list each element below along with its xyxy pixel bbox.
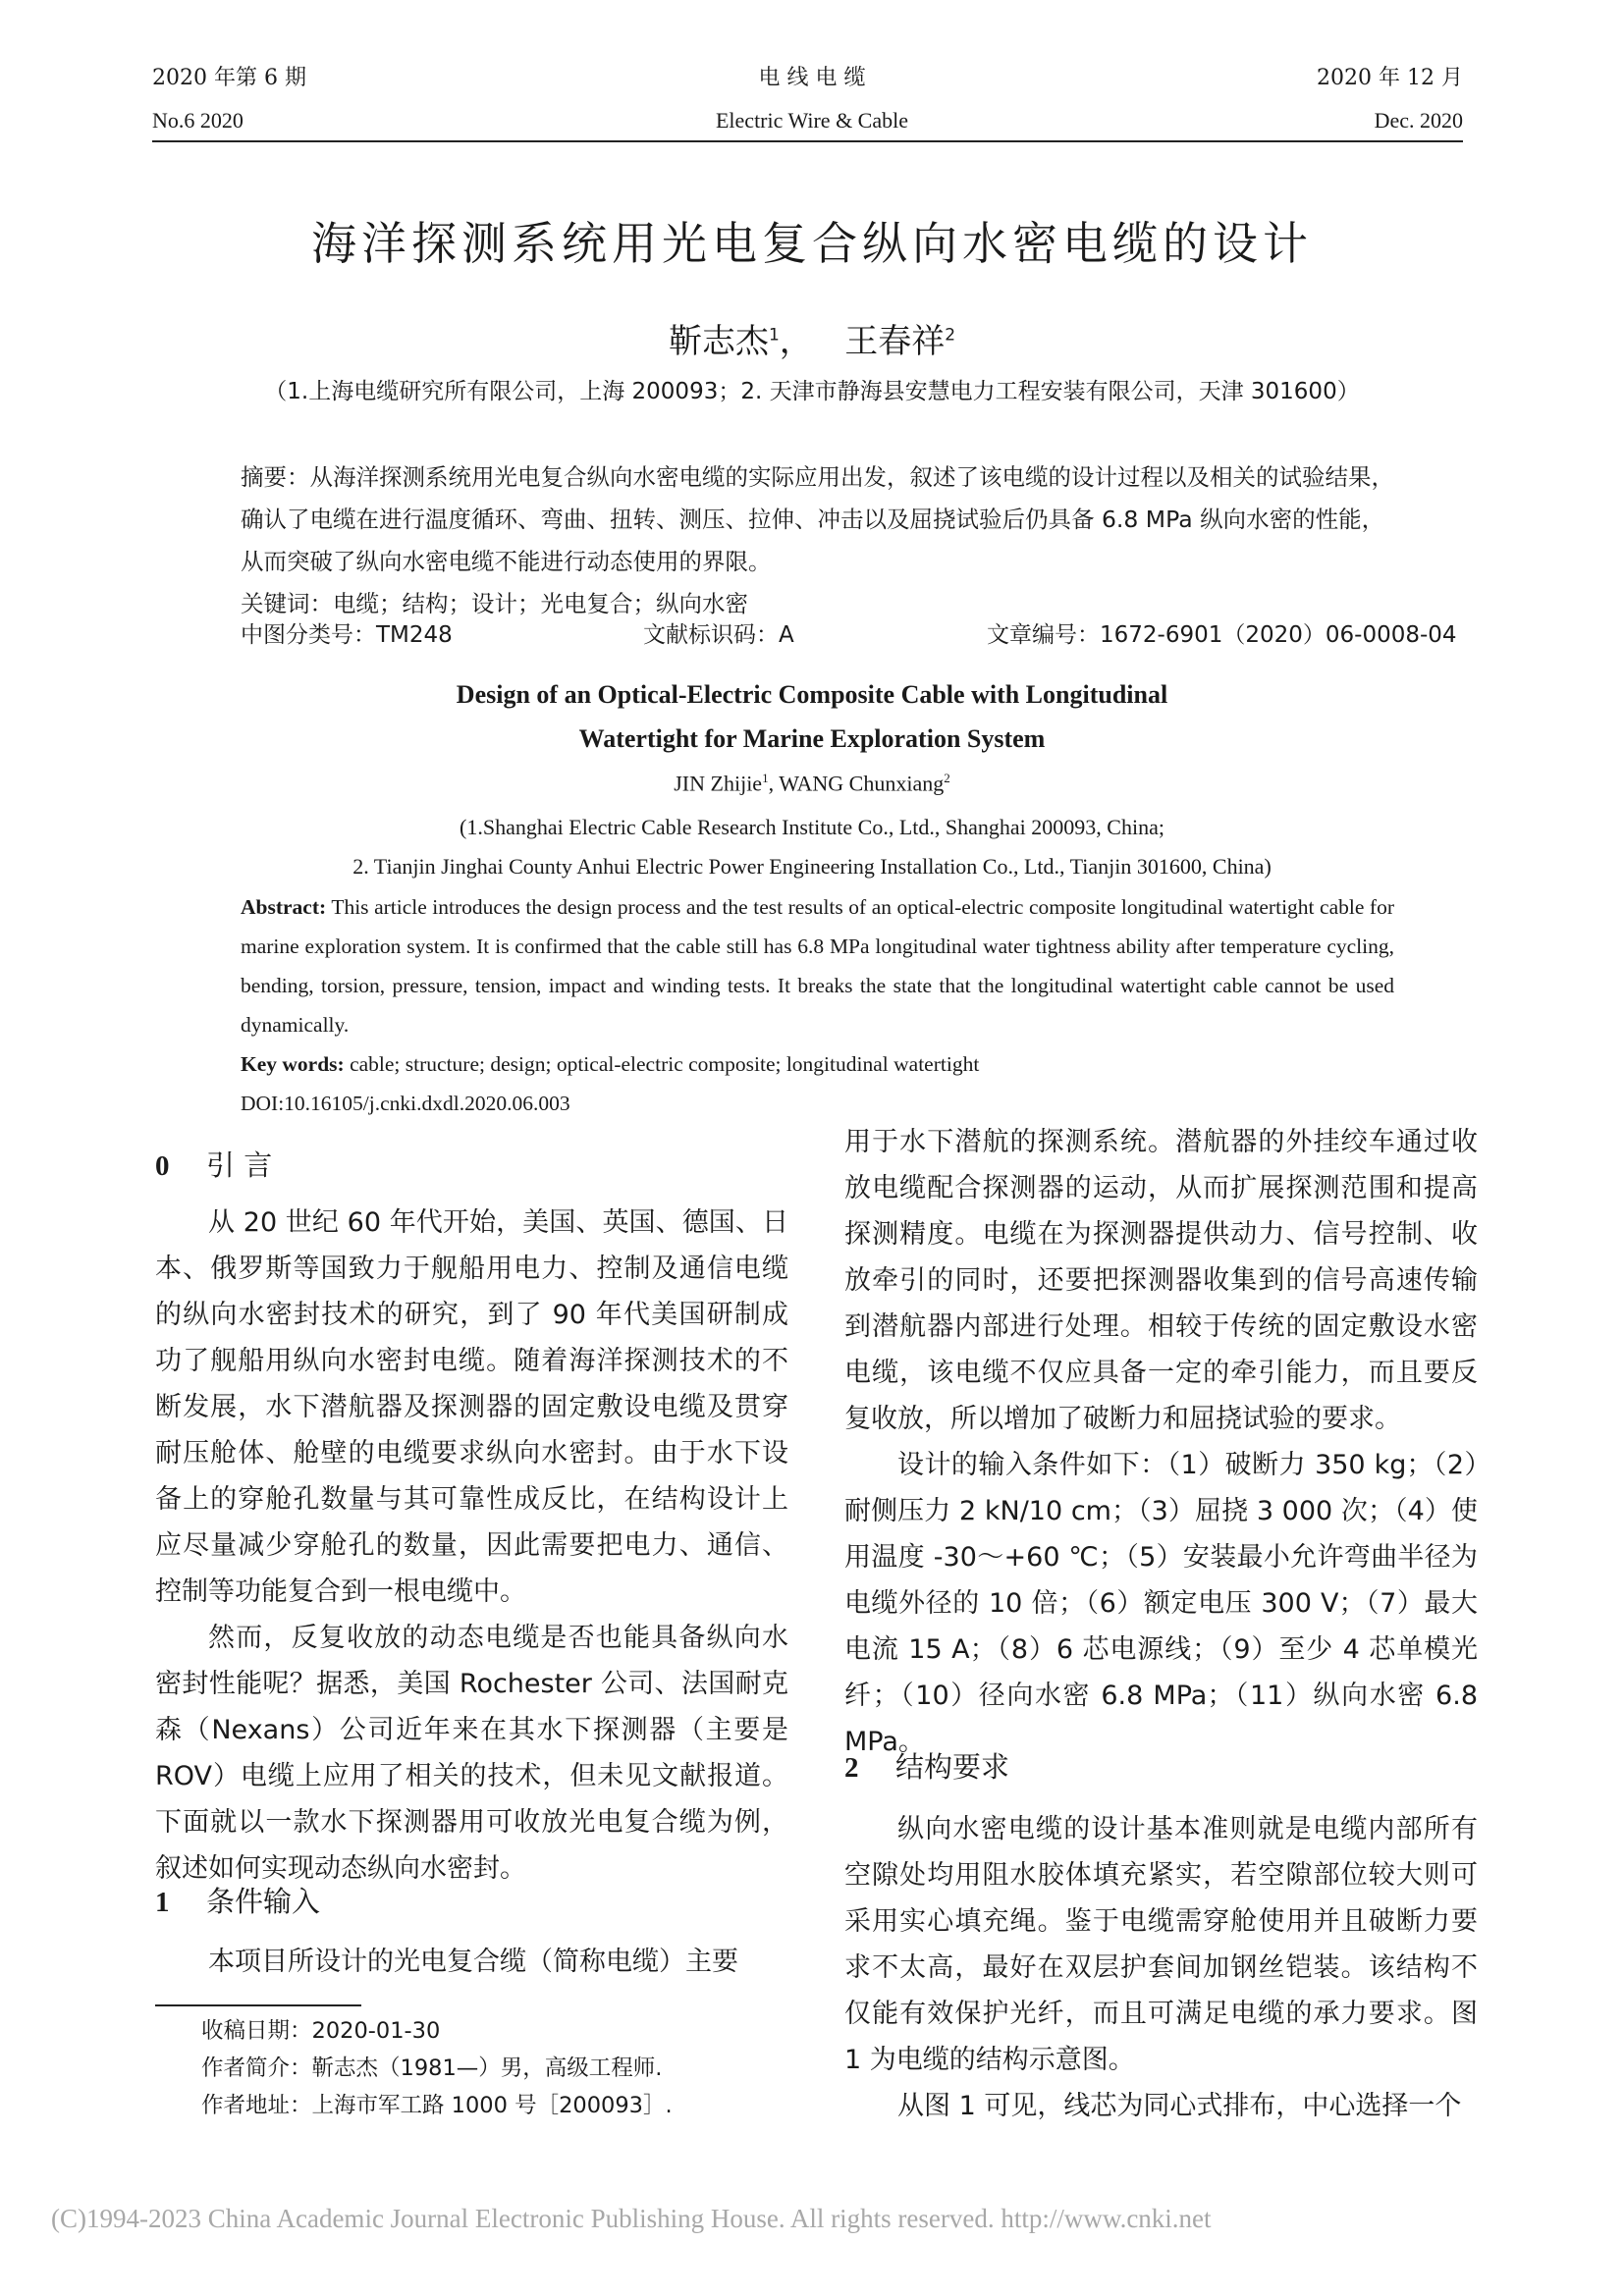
copyright-notice: (C)1994-2023 China Academic Journal Electronic Publishing House. All rights reserved. http://www.cnki.net <box>51 2204 1212 2233</box>
paragraph: 设计的输入条件如下：（1）破断力 350 kg；（2）耐侧压力 2 kN/10 cm；（3）屈挠 3 000 次；（4）使用温度 -30～+60 ℃；（5）安装最小允许弯曲半径为电缆外径的 10 倍；（6）额定电压 300 V；（7）最大电流 15 A；（8）6 芯电源线；（9）至少 4 芯单模光纤；（10）径向水密 6.8 MPa；（11）纵向水密 6.8 MPa。 <box>844 1450 1478 1757</box>
received-value: 2020-01-30 <box>311 2018 441 2044</box>
abstract-en-text: This article introduces the design process and the test results of an optical-electric composite longitudinal watertight cable for marine exploration system. It is confirmed that the cable still has 6.8 MPa longitudinal water tightness ability after temperature cycling, bending, torsion, pressure, tension, impact and winding tests. It breaks the state that the longitudinal watertight cable cannot be used dynamically. <box>241 895 1394 1037</box>
header-date-en: Dec. 2020 <box>1374 108 1463 133</box>
header-rule <box>152 140 1463 142</box>
abstract-cn-text: 从海洋探测系统用光电复合纵向水密电缆的实际应用出发，叙述了该电缆的设计过程以及相关的试验结果，确认了电缆在进行温度循环、弯曲、扭转、测压、拉伸、冲击以及屈挠试验后仍具备 6.8 MPa 纵向水密的性能，从而突破了纵向水密电缆不能进行动态使用的界限。 <box>241 463 1394 575</box>
authors-cn <box>0 314 1624 362</box>
section-number: 0 <box>155 1150 170 1182</box>
abstract-cn <box>241 456 1394 625</box>
paragraph: 本项目所设计的光电复合缆（简称电缆）主要 <box>208 1947 738 1977</box>
paragraph: 然而，反复收放的动态电缆是否也能具备纵向水密封性能呢？据悉，美国 Rochester 公司、法国耐克森（Nexans）公司近年来在其水下探测器（主要是 ROV）电缆上应用了相关的技术，但未见文献报道。下面就以一款水下探测器用可收放光电复合缆为例，叙述如何实现动态纵向水密封。 <box>155 1623 788 1884</box>
introduction-body <box>155 1200 788 1892</box>
paragraph: 从图 1 可见，线芯为同心式排布，中心选择一个 <box>897 2091 1462 2121</box>
article-label: 文章编号： <box>987 622 1100 648</box>
right-column-body <box>844 1119 1478 1765</box>
doc-value: A <box>779 622 794 648</box>
footnote-rule <box>155 2004 361 2006</box>
author-mark: 2 <box>945 325 956 346</box>
section-number: 2 <box>844 1752 859 1784</box>
doi: DOI:10.16105/j.cnki.dxdl.2020.06.003 <box>241 1092 570 1115</box>
paper-title-cn: 海洋探测系统用光电复合纵向水密电缆的设计 <box>311 217 1313 270</box>
header-issue-cn: 2020 年第 6 期 <box>152 66 306 90</box>
keywords-cn-text: 电缆；结构；设计；光电复合；纵向水密 <box>333 590 748 617</box>
header-journal-cn: 电 线 电 缆 <box>758 66 866 90</box>
doc-label: 文献标识码： <box>643 622 779 648</box>
paragraph: 从 20 世纪 60 年代开始，美国、英国、德国、日本、俄罗斯等国致力于舰船用电力、控制及通信电缆的纵向水密封技术的研究，到了 90 年代美国研制成功了舰船用纵向水密封电缆。随着海洋探测技术的不断发展，水下潜航器及探测器的固定敷设电缆及贯穿耐压舱体、舱壁的电缆要求纵向水密封。由于水下设备上的穿舱孔数量与其可靠性成反比，在结构设计上应尽量减少穿舱孔的数量，因此需要把电力、通信、控制等功能复合到一根电缆中。 <box>155 1207 788 1607</box>
author-mark-en: 2 <box>944 771 950 785</box>
paper-title-en-line-2: Watertight for Marine Exploration System <box>578 724 1046 753</box>
article-number <box>987 616 1457 649</box>
author-mark-en: 1 <box>762 771 769 785</box>
abstract-en <box>241 887 1394 1123</box>
section-title: 结构要求 <box>895 1750 1010 1784</box>
paper-title-en-line-1: Design of an Optical-Electric Composite Cable with Longitudinal <box>456 680 1168 709</box>
author-separator: ， <box>779 322 813 361</box>
author-name: 靳志杰 <box>668 322 769 361</box>
section-number: 1 <box>155 1887 170 1918</box>
keywords-cn-label: 关键词： <box>241 590 333 617</box>
clc-label: 中图分类号： <box>241 622 376 648</box>
article-value: 1672-6901（2020）06-0008-04 <box>1100 622 1457 648</box>
paragraph: 用于水下潜航的探测系统。潜航器的外挂绞车通过收放电缆配合探测器的运动，从而扩展探测范围和提高探测精度。电缆在为探测器提供动力、信号控制、收放牵引的同时，还要把探测器收集到的信号高速传输到潜航器内部进行处理。相较于传统的固定敷设水密电缆，该电缆不仅应具备一定的牵引能力，而且要反复收放，所以增加了破断力和屈挠试验的要求。 <box>844 1127 1478 1434</box>
header-date-cn: 2020 年 12 月 <box>1317 66 1463 90</box>
address-value: 上海市军工路 1000 号［200093］. <box>311 2093 673 2118</box>
address-label: 作者地址： <box>201 2093 312 2118</box>
section-0-heading <box>155 1144 272 1184</box>
section-title: 条件输入 <box>206 1885 321 1918</box>
author-mark: 1 <box>768 325 780 346</box>
section-title: 引 言 <box>206 1148 273 1182</box>
conditions-body <box>155 1939 788 1985</box>
header-issue-en: No.6 2020 <box>152 108 244 133</box>
footnote <box>201 2012 673 2124</box>
author-name: 王春祥 <box>844 322 946 361</box>
structure-body <box>844 1806 1478 2129</box>
clc-number <box>241 616 453 649</box>
author-name-en: WANG Chunxiang <box>779 771 945 796</box>
author-name-en: JIN Zhijie <box>674 771 763 796</box>
abstract-en-label: Abstract: <box>241 895 327 919</box>
document-code <box>643 616 794 649</box>
section-2-heading <box>844 1745 1009 1786</box>
header-journal-en: Electric Wire & Cable <box>715 108 908 133</box>
clc-value: TM248 <box>376 622 453 648</box>
bio-label: 作者简介： <box>201 2056 312 2081</box>
authors-en <box>0 771 1624 796</box>
affiliation-cn: （1.上海电缆研究所有限公司，上海 200093；2. 天津市静海县安慧电力工程安装有限公司，天津 301600） <box>264 379 1360 404</box>
affiliation-en-line-1: (1.Shanghai Electric Cable Research Institute Co., Ltd., Shanghai 200093, China; <box>460 815 1164 839</box>
keywords-en-label: Key words: <box>241 1052 345 1076</box>
received-label: 收稿日期： <box>201 2018 312 2044</box>
bio-value: 靳志杰（1981—）男，高级工程师. <box>311 2056 663 2081</box>
author-separator-en: , <box>768 771 780 796</box>
section-1-heading <box>155 1880 320 1920</box>
paragraph: 纵向水密电缆的设计基本准则就是电缆内部所有空隙处均用阻水胶体填充紧实，若空隙部位较大则可采用实心填充绳。鉴于电缆需穿舱使用并且破断力要求不太高，最好在双层护套间加钢丝铠装。该结构不仅能有效保护光纤，而且可满足电缆的承力要求。图 1 为电缆的结构示意图。 <box>844 1814 1478 2075</box>
keywords-en-text: cable; structure; design; optical-electric composite; longitudinal watertight <box>344 1052 980 1076</box>
affiliation-en-line-2: 2. Tianjin Jinghai County Anhui Electric Power Engineering Installation Co., Ltd., Tianjin 301600, China) <box>352 854 1272 879</box>
abstract-cn-label: 摘要： <box>241 463 310 491</box>
